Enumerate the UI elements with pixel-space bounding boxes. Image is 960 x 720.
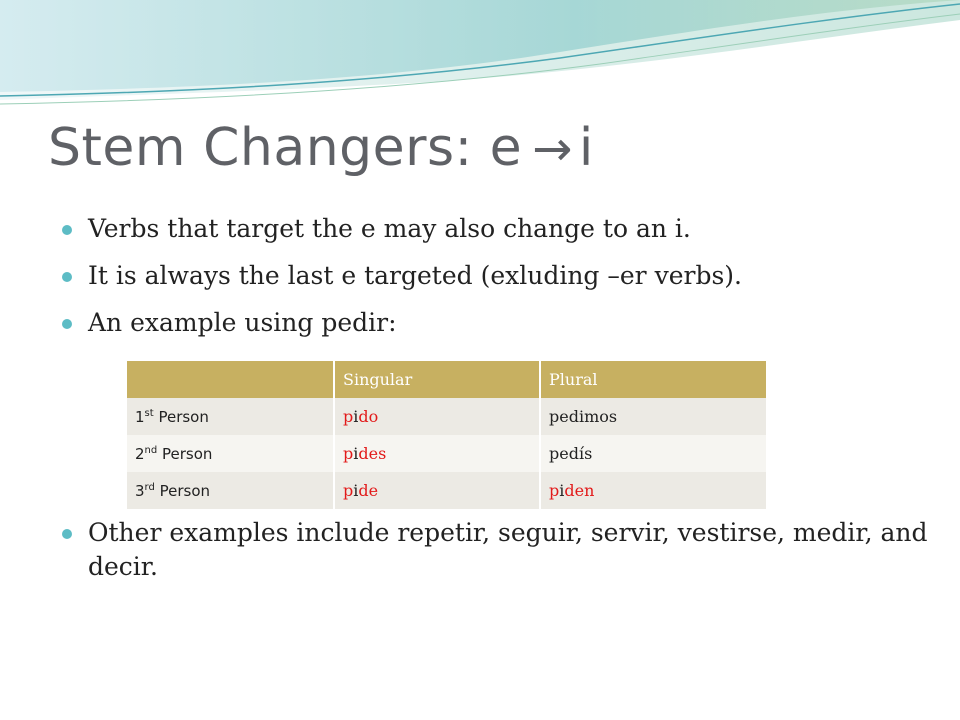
singular-cell: pide bbox=[334, 472, 540, 509]
arrow-right-icon: → bbox=[532, 121, 573, 177]
table-header-singular: Singular bbox=[334, 361, 540, 398]
plural-cell: pedís bbox=[540, 435, 767, 472]
bullet-list bbox=[60, 212, 940, 353]
title-suffix: i bbox=[578, 118, 594, 178]
bullet-dot-icon bbox=[62, 529, 72, 539]
table-header-plural: Plural bbox=[540, 361, 767, 398]
bullet-text: Verbs that target the e may also change to an i. bbox=[88, 214, 691, 243]
conjugation-table bbox=[127, 361, 768, 509]
table-row bbox=[127, 398, 767, 435]
bullet-dot-icon bbox=[62, 319, 72, 329]
bullet-text: An example using pedir: bbox=[88, 308, 397, 337]
plural-cell: piden bbox=[540, 472, 767, 509]
bullet-text: Other examples include repetir, seguir, servir, vestirse, medir, and decir. bbox=[88, 518, 928, 581]
plural-cell: pedimos bbox=[540, 398, 767, 435]
bullet-dot-icon bbox=[62, 272, 72, 282]
table-header-empty bbox=[127, 361, 334, 398]
decorative-wave-banner bbox=[0, 0, 960, 110]
table-row bbox=[127, 472, 767, 509]
singular-cell: pido bbox=[334, 398, 540, 435]
bullet-item bbox=[60, 212, 940, 246]
bullet-text: It is always the last e targeted (exluding –er verbs). bbox=[88, 261, 742, 290]
bullet-item bbox=[60, 259, 940, 293]
singular-cell: pides bbox=[334, 435, 540, 472]
table-header-row bbox=[127, 361, 767, 398]
bullet-item bbox=[60, 516, 960, 584]
slide-title bbox=[48, 118, 594, 178]
person-cell: 3rd Person bbox=[127, 472, 334, 509]
title-prefix: Stem Changers: e bbox=[48, 118, 523, 178]
table-row bbox=[127, 435, 767, 472]
person-cell: 2nd Person bbox=[127, 435, 334, 472]
person-cell: 1st Person bbox=[127, 398, 334, 435]
bullet-item bbox=[60, 306, 940, 340]
bullet-dot-icon bbox=[62, 225, 72, 235]
